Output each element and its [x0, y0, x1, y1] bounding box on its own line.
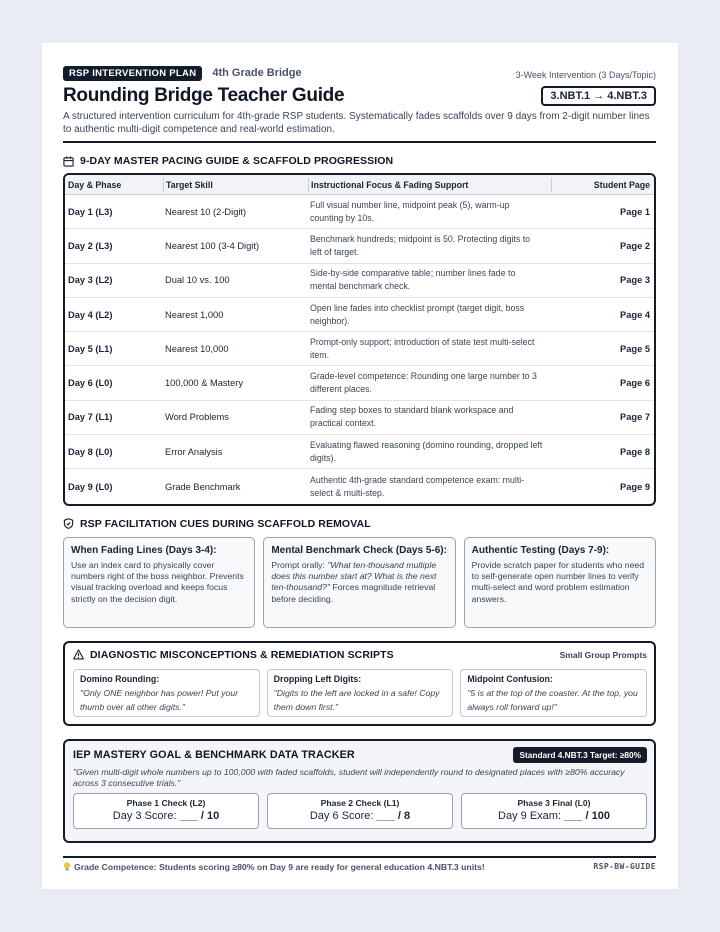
cue-title: Mental Benchmark Check (Days 5-6): [271, 544, 447, 556]
grade-subtitle: 4th Grade Bridge [212, 67, 302, 79]
data-tracker-panel [63, 739, 656, 843]
focus-cell: Evaluating flawed reasoning (domino rounding, dropped left digits). [310, 439, 543, 463]
skill-cell: Nearest 10,000 [165, 343, 229, 354]
skill-cell: Error Analysis [165, 446, 223, 457]
page-cell: Page 7 [620, 412, 650, 423]
cue-text: Provide scratch paper for students who need to self-generate open number lines to verify multi-select and word problem estimation answers. [471, 559, 645, 604]
pacing-heading-text: 9-DAY MASTER PACING GUIDE & SCAFFOLD PROGRESSION [80, 155, 394, 167]
cue-text: Use an index card to physically cover numbers right of the boss neighbor. Prevents visual tracking overload and keeps focus strictly on the decision digit. [71, 559, 244, 604]
day-cell: Day 6 (L0) [68, 378, 113, 389]
diagnostics-heading [73, 649, 394, 661]
header-top [63, 65, 656, 81]
phase-score: Day 9 Exam: ___ / 100 [498, 809, 610, 822]
page-cell: Page 8 [620, 446, 650, 457]
phase-score: Day 3 Score: ___ / 10 [112, 809, 220, 822]
iep-goal-text: "Given multi-digit whole numbers up to 100,000 with faded scaffolds, student will independently round to designated places with ≥80% accuracy across 3 consecutive trials." [73, 766, 625, 788]
page-cell: Page 1 [620, 206, 650, 217]
misconception-card [73, 669, 260, 717]
col-header-page: Student Page [551, 178, 654, 192]
col-header-focus: Instructional Focus & Fading Support [308, 178, 551, 192]
day-cell: Day 7 (L1) [68, 412, 113, 423]
focus-cell: Benchmark hundreds; midpoint is 50. Protecting digits to left of target. [310, 233, 531, 257]
tracker-heading: IEP MASTERY GOAL & BENCHMARK DATA TRACKER [73, 748, 355, 761]
phase-check-box [461, 793, 647, 829]
day-cell: Day 2 (L3) [68, 240, 113, 251]
skill-cell: Nearest 100 (3-4 Digit) [165, 240, 260, 251]
page-footer [63, 856, 656, 872]
guide-page [42, 43, 678, 889]
cues-heading [63, 518, 656, 530]
cue-card-benchmark-check [263, 537, 455, 628]
table-header [65, 175, 654, 195]
diagnostics-heading-text: DIAGNOSTIC MISCONCEPTIONS & REMEDIATION SCRIPTS [90, 648, 394, 661]
focus-cell: Open line fades into checklist prompt (target digit, boss neighbor). [310, 302, 525, 326]
table-row [65, 366, 654, 400]
cue-quote: "What ten-thousand multiple does this number start at? What is the next ten-thousand?" [271, 559, 437, 593]
skill-cell: Word Problems [165, 412, 229, 423]
cues-heading-text: RSP FACILITATION CUES DURING SCAFFOLD REMOVAL [80, 517, 371, 530]
day-cell: Day 5 (L1) [68, 343, 113, 354]
phase-title: Phase 1 Check (L2) [126, 797, 206, 808]
phase-check-box [267, 793, 453, 829]
day-cell: Day 1 (L3) [68, 206, 113, 217]
footer-note: Grade Competence: Students scoring ≥80% on Day 9 are ready for general education 4.NBT.3 units! [74, 861, 485, 872]
document-code: RSP-BW-GUIDE [593, 862, 656, 872]
page-cell: Page 2 [620, 240, 650, 251]
phase-title: Phase 2 Check (L1) [320, 797, 400, 808]
warning-triangle-icon [73, 649, 84, 660]
target-badge: Standard 4.NBT.3 Target: ≥80% [513, 747, 647, 763]
misconception-title: Dropping Left Digits: [273, 673, 362, 684]
score-blank[interactable]: ___ [564, 809, 583, 822]
cues-row [63, 537, 656, 628]
misconception-title: Domino Rounding: [80, 673, 160, 684]
cue-card-authentic-testing [464, 537, 656, 628]
table-row [65, 298, 654, 332]
remediation-script: "Only ONE neighbor has power! Put your thumb over all other digits." [80, 687, 239, 712]
misconception-title: Midpoint Confusion: [467, 673, 553, 684]
skill-cell: Grade Benchmark [165, 481, 241, 492]
lightbulb-icon [63, 862, 71, 872]
focus-cell: Prompt-only support; introduction of state test multi-select item. [310, 336, 535, 360]
plan-tag: RSP INTERVENTION PLAN [63, 66, 202, 81]
day-cell: Day 9 (L0) [68, 481, 113, 492]
page-content [63, 65, 656, 872]
pacing-heading [63, 155, 656, 167]
day-cell: Day 3 (L2) [68, 275, 113, 286]
diagnostics-panel [63, 641, 656, 726]
skill-cell: Nearest 10 (2-Digit) [165, 206, 247, 217]
page-cell: Page 4 [620, 309, 650, 320]
table-row [65, 401, 654, 435]
page-cell: Page 9 [620, 481, 650, 492]
small-group-label: Small Group Prompts [559, 649, 647, 660]
cue-title: When Fading Lines (Days 3-4): [71, 544, 217, 556]
duration-label: 3-Week Intervention (3 Days/Topic) [515, 70, 656, 80]
table-row [65, 195, 654, 229]
day-cell: Day 8 (L0) [68, 446, 113, 457]
focus-cell: Side-by-side comparative table; number lines fade to mental benchmark check. [310, 268, 516, 292]
focus-cell: Grade-level competence: Rounding one large number to 3 different places. [310, 371, 537, 395]
skill-cell: 100,000 & Mastery [165, 378, 244, 389]
focus-cell: Authentic 4th-grade standard competence exam: multi-select & multi-step. [310, 474, 525, 498]
score-blank[interactable]: ___ [179, 809, 198, 822]
col-header-day: Day & Phase [68, 179, 122, 190]
page-cell: Page 5 [620, 343, 650, 354]
shield-check-icon [63, 518, 74, 529]
skill-cell: Nearest 1,000 [165, 309, 224, 320]
table-row [65, 469, 654, 503]
misconception-cards [73, 669, 647, 717]
pacing-table [63, 173, 656, 506]
calendar-icon [63, 156, 74, 167]
table-row [65, 332, 654, 366]
remediation-script: "Digits to the left are locked in a safe! Copy them down first." [273, 687, 440, 712]
phase-check-box [73, 793, 259, 829]
day-cell: Day 4 (L2) [68, 309, 113, 320]
table-row [65, 264, 654, 298]
table-row [65, 229, 654, 263]
score-blank[interactable]: ___ [376, 809, 395, 822]
col-header-skill: Target Skill [163, 178, 308, 192]
skill-cell: Dual 10 vs. 100 [165, 275, 230, 286]
cue-title: Authentic Testing (Days 7-9): [471, 544, 610, 556]
cue-card-fading-lines [63, 537, 255, 628]
page-cell: Page 3 [620, 275, 650, 286]
intro-text: A structured intervention curriculum for 4th-grade RSP students. Systematically fades scaffolds over 9 days from 2-digit number lines to authentic multi-digit competence and real-world estimation. [63, 111, 656, 143]
focus-cell: Full visual number line, midpoint peak (5), warm-up counting by 10s. [310, 199, 510, 223]
misconception-card [267, 669, 454, 717]
page-cell: Page 6 [620, 378, 650, 389]
cue-text: Prompt orally: "What ten-thousand multiple does this number start at? What is the next ten-thousand?" Forces magnitude retrieval before deciding. [271, 559, 437, 604]
table-row [65, 435, 654, 469]
standards-badge: 3.NBT.1 → 4.NBT.3 [541, 86, 656, 106]
phase-title: Phase 3 Final (L0) [517, 797, 591, 808]
phase-checks [73, 793, 647, 829]
remediation-script: "5 is at the top of the coaster. At the top, you always roll forward up!" [467, 687, 638, 712]
phase-score: Day 6 Score: ___ / 8 [309, 809, 411, 822]
misconception-card [460, 669, 647, 717]
focus-cell: Fading step boxes to standard blank workspace and practical context. [310, 405, 514, 429]
page-title: Rounding Bridge Teacher Guide [63, 85, 345, 106]
